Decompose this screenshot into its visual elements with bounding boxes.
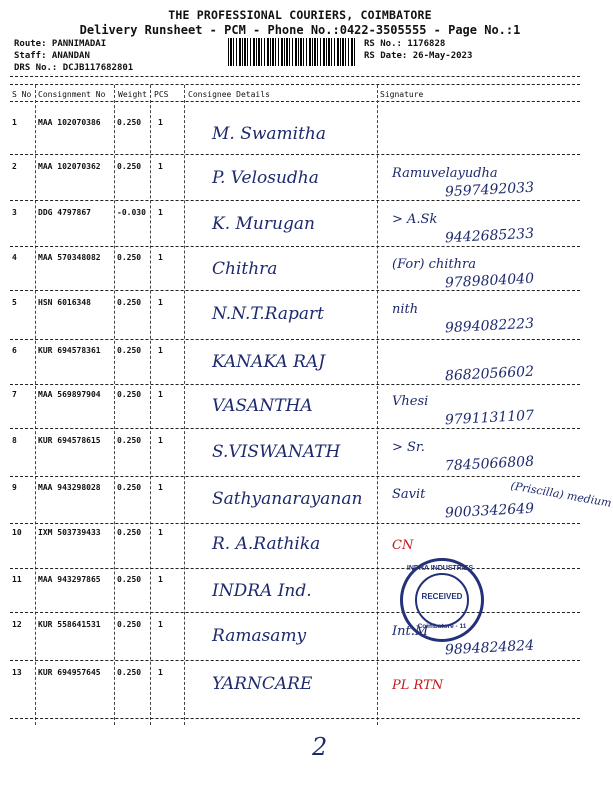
row-weight: 0.250: [117, 118, 142, 127]
row-divider: [10, 200, 580, 201]
row-weight: 0.250: [117, 298, 142, 307]
row-sno: 3: [12, 208, 17, 217]
row-phone-handwritten: 9442685233: [444, 225, 535, 247]
row-pcs: 1: [158, 575, 163, 584]
row-weight: 0.250: [117, 620, 142, 629]
row-weight: -0.030: [117, 208, 146, 217]
row-phone-handwritten: 9894082223: [444, 315, 535, 337]
row-weight: 0.250: [117, 528, 142, 537]
row-pcs: 1: [158, 346, 163, 355]
row-consignee-handwritten: N.N.T.Rapart: [212, 304, 324, 324]
company-title: THE PROFESSIONAL COURIERS, COIMBATORE: [168, 8, 432, 22]
handwritten-note: (Priscilla) medium: [509, 479, 613, 510]
row-sno: 6: [12, 346, 17, 355]
row-signature: PL RTN: [392, 678, 444, 693]
row-divider: [10, 290, 580, 291]
column-divider: [114, 85, 115, 725]
row-consignment-no: DDG 4797867: [38, 208, 91, 217]
runsheet-subtitle: Delivery Runsheet - PCM - Phone No.:0422-3505555 - Page No.:1: [79, 23, 521, 37]
row-weight: 0.250: [117, 668, 142, 677]
route-label: Route: PANNIMADAI: [14, 39, 107, 49]
row-signature: Vhesi: [392, 394, 429, 409]
column-divider: [150, 85, 151, 725]
row-consignment-no: MAA 102070386: [38, 118, 101, 127]
row-divider: [10, 718, 580, 719]
row-signature: Ramuvelayudha: [392, 166, 498, 181]
row-weight: 0.250: [117, 483, 142, 492]
row-sno: 1: [12, 118, 17, 127]
row-divider: [10, 154, 580, 155]
row-consignment-no: KUR 558641531: [38, 620, 101, 629]
row-pcs: 1: [158, 668, 163, 677]
row-sno: 9: [12, 483, 17, 492]
row-phone-handwritten: 9791131107: [444, 407, 535, 429]
row-signature: Int.M: [392, 624, 429, 639]
row-consignment-no: MAA 943297865: [38, 575, 101, 584]
stamp-company: INDRA INDUSTRIES: [406, 565, 474, 572]
column-divider: [35, 85, 36, 725]
row-signature: (For) chithra: [392, 257, 476, 272]
barcode-image: [228, 38, 356, 66]
received-stamp: [400, 558, 484, 642]
stamp-received: RECEIVED: [421, 592, 463, 601]
row-divider: [10, 660, 580, 661]
row-pcs: 1: [158, 620, 163, 629]
row-divider: [10, 428, 580, 429]
row-consignment-no: MAA 102070362: [38, 162, 101, 171]
row-signature: CN: [392, 538, 414, 553]
stamp-city: Coimbatore - 11: [417, 623, 467, 630]
row-consignee-handwritten: Chithra: [212, 259, 278, 279]
rs-number: RS No.: 1176828: [364, 39, 446, 49]
row-consignee-handwritten: S.VISWANATH: [212, 442, 341, 462]
col-header-sno: S No: [12, 90, 32, 99]
row-phone-handwritten: 9597492033: [444, 179, 535, 201]
row-divider: [10, 246, 580, 247]
row-phone-handwritten: 8682056602: [444, 363, 535, 385]
row-divider: [10, 612, 580, 613]
row-sno: 2: [12, 162, 17, 171]
row-consignee-handwritten: K. Murugan: [212, 214, 315, 234]
row-pcs: 1: [158, 390, 163, 399]
row-weight: 0.250: [117, 346, 142, 355]
column-divider: [184, 85, 185, 725]
row-consignee-handwritten: KANAKA RAJ: [212, 352, 326, 372]
row-consignee-handwritten: M. Swamitha: [212, 124, 327, 144]
row-weight: 0.250: [117, 390, 142, 399]
row-pcs: 1: [158, 118, 163, 127]
row-consignment-no: HSN 6016348: [38, 298, 91, 307]
row-consignment-no: MAA 569897904: [38, 390, 101, 399]
col-header-signature: Signature: [380, 90, 424, 99]
row-weight: 0.250: [117, 162, 142, 171]
row-consignment-no: KUR 694957645: [38, 668, 101, 677]
row-phone-handwritten: 9894824824: [444, 637, 535, 659]
row-pcs: 1: [158, 208, 163, 217]
row-consignee-handwritten: Ramasamy: [212, 626, 307, 646]
row-sno: 5: [12, 298, 17, 307]
row-weight: 0.250: [117, 575, 142, 584]
row-sno: 13: [12, 668, 22, 677]
row-sno: 10: [12, 528, 22, 537]
row-pcs: 1: [158, 298, 163, 307]
row-divider: [10, 339, 580, 340]
row-signature: > A.Sk: [392, 212, 438, 227]
row-consignment-no: KUR 694578361: [38, 346, 101, 355]
row-consignee-handwritten: Sathyanarayanan: [212, 489, 363, 509]
rs-date: RS Date: 26-May-2023: [364, 51, 473, 61]
row-consignment-no: MAA 570348082: [38, 253, 101, 262]
row-consignee-handwritten: INDRA Ind.: [212, 581, 312, 601]
row-pcs: 1: [158, 253, 163, 262]
col-header-consignee: Consignee Details: [188, 90, 270, 99]
row-sno: 7: [12, 390, 17, 399]
row-sno: 4: [12, 253, 17, 262]
row-consignee-handwritten: P. Velosudha: [212, 168, 319, 188]
row-consignment-no: MAA 943298028: [38, 483, 101, 492]
row-pcs: 1: [158, 528, 163, 537]
row-divider: [10, 568, 580, 569]
row-pcs: 1: [158, 436, 163, 445]
row-pcs: 1: [158, 483, 163, 492]
row-divider: [10, 476, 580, 477]
staff-label: Staff: ANANDAN: [14, 51, 90, 61]
row-consignment-no: IXM 503739433: [38, 528, 101, 537]
row-consignment-no: KUR 694578615: [38, 436, 101, 445]
row-phone-handwritten: 9789804040: [444, 270, 535, 292]
col-header-weight: Weight: [118, 90, 147, 99]
row-sno: 8: [12, 436, 17, 445]
column-divider: [377, 85, 378, 725]
row-consignee-handwritten: YARNCARE: [212, 674, 313, 694]
row-sno: 11: [12, 575, 22, 584]
row-divider: [10, 523, 580, 524]
row-phone-handwritten: 7845066808: [444, 453, 535, 475]
page-mark: 2: [312, 733, 328, 761]
divider: [10, 84, 580, 85]
divider: [10, 76, 580, 77]
row-weight: 0.250: [117, 253, 142, 262]
row-consignee-handwritten: R. A.Rathika: [212, 534, 321, 554]
row-signature: nith: [392, 302, 419, 317]
row-phone-handwritten: 9003342649: [444, 500, 535, 522]
row-signature: > Sr.: [392, 440, 425, 455]
row-divider: [10, 384, 580, 385]
row-pcs: 1: [158, 162, 163, 171]
row-consignee-handwritten: VASANTHA: [212, 396, 313, 416]
row-signature: Savit: [392, 487, 426, 502]
divider: [10, 101, 580, 102]
drs-number: DRS No.: DCJB117682801: [14, 63, 134, 73]
row-sno: 12: [12, 620, 22, 629]
col-header-consignment: Consignment No: [38, 90, 106, 99]
col-header-pcs: PCS: [154, 90, 169, 99]
row-weight: 0.250: [117, 436, 142, 445]
